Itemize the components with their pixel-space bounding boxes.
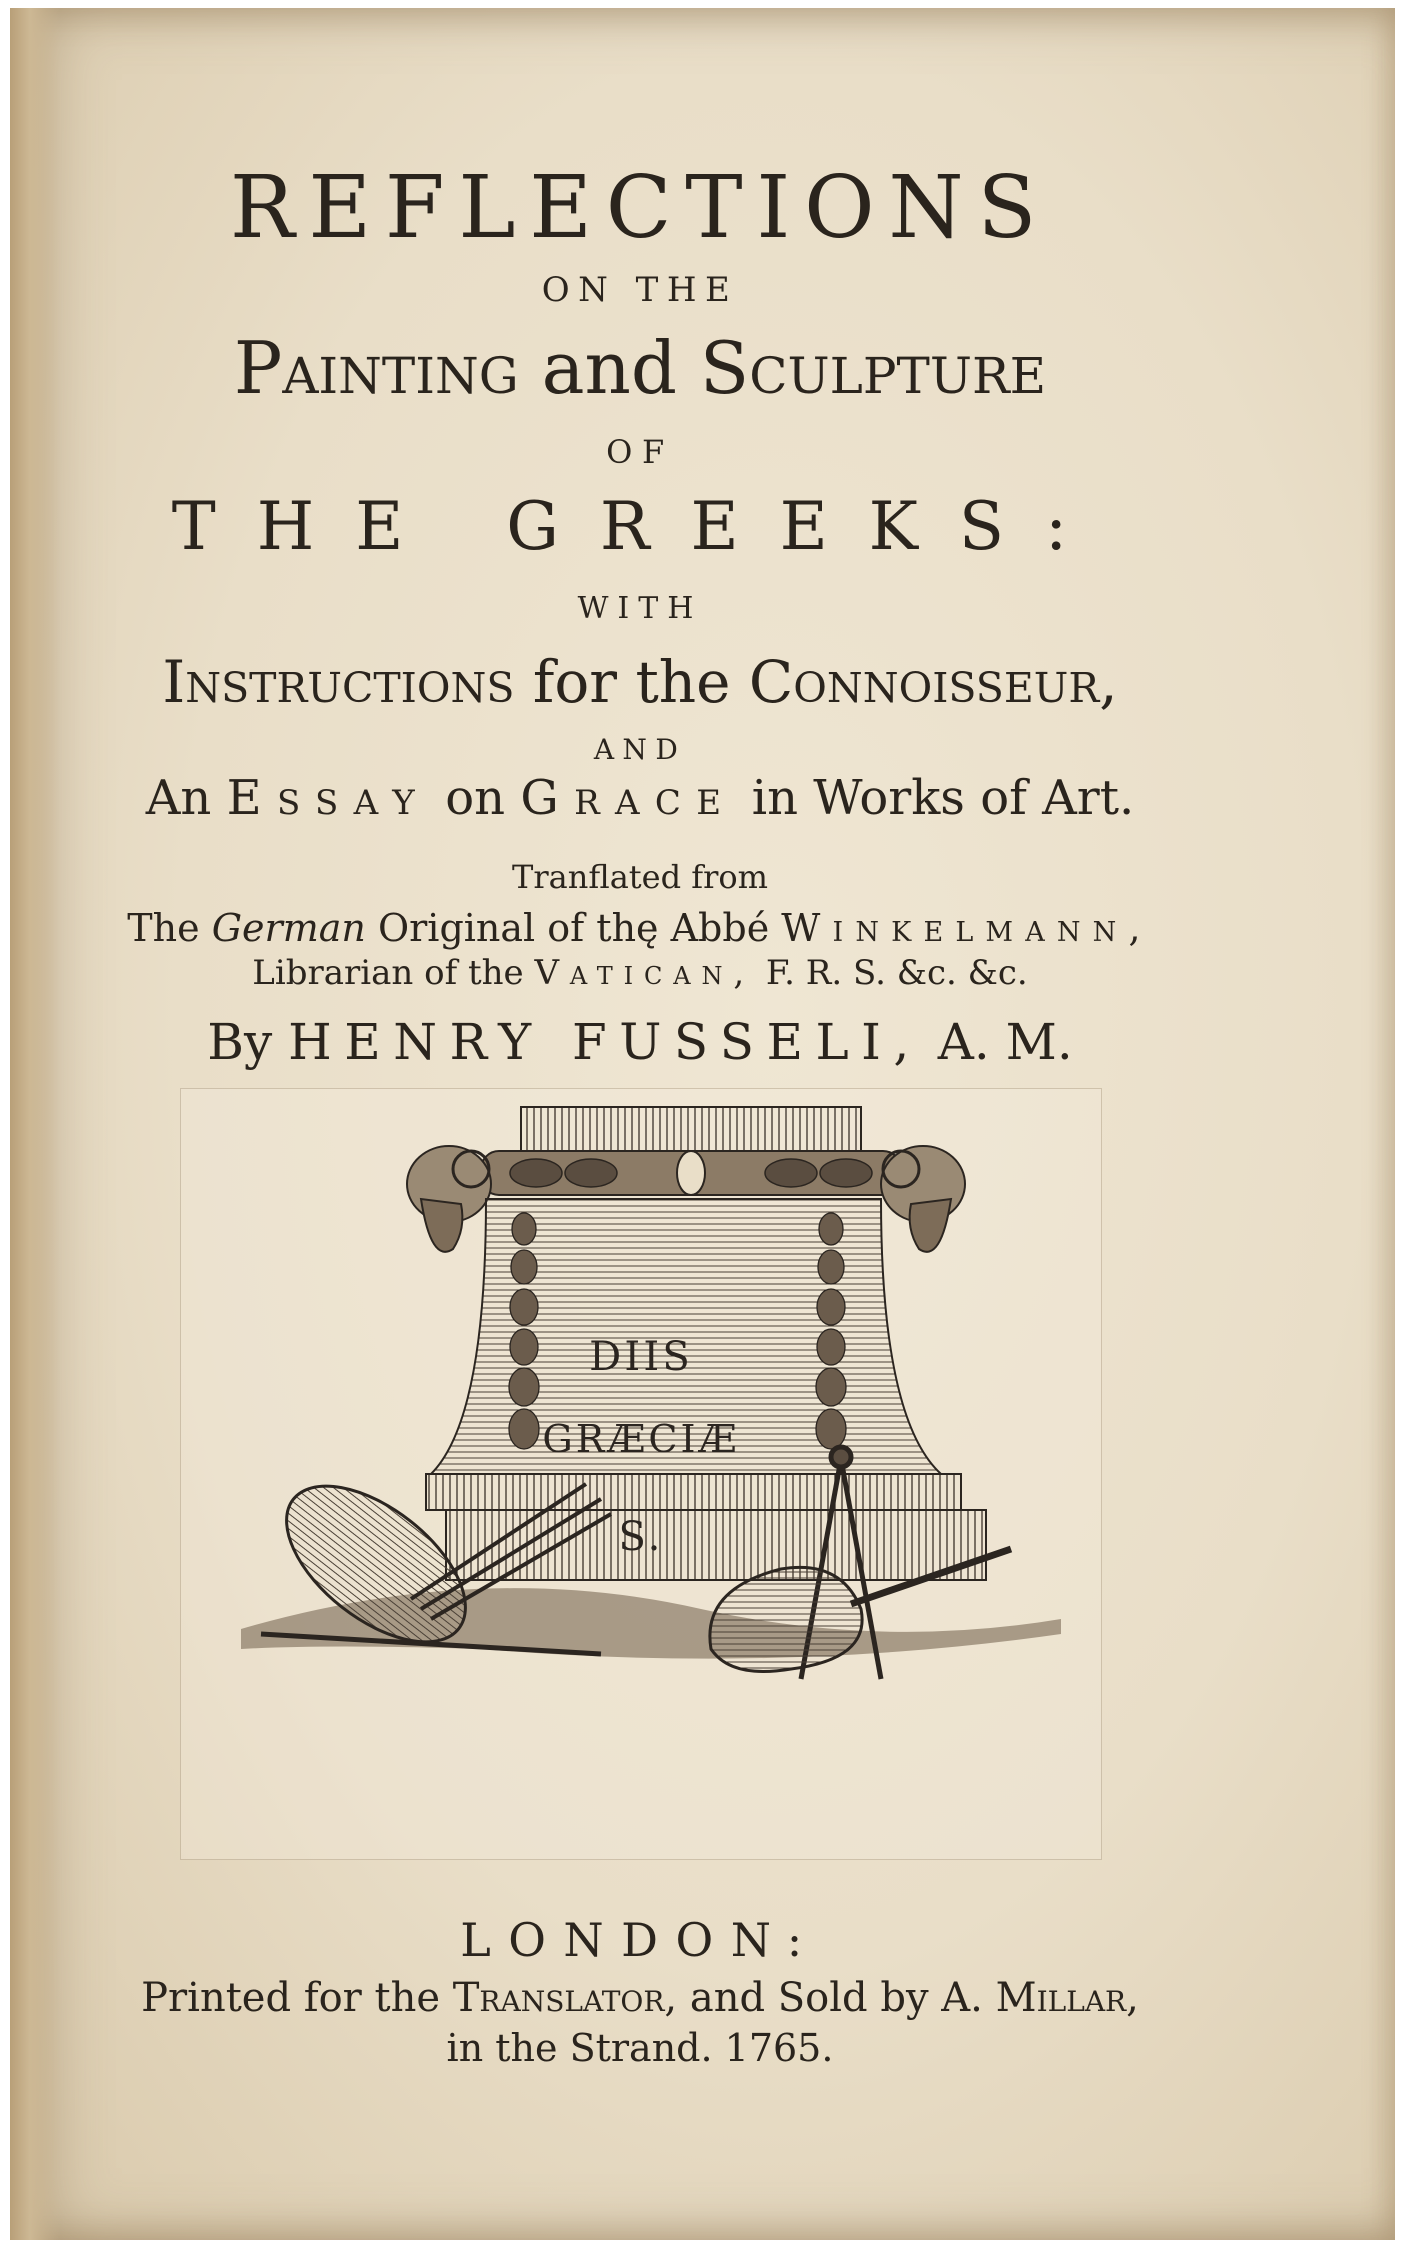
of-line: OF [606,433,674,471]
london-line: LONDON: [460,1913,820,1967]
printed-for-words: Printed for the [141,1975,441,2021]
sculpture-word: Sculpture [699,326,1047,410]
librarian-words: Librarian of the [252,953,524,993]
with-line: WITH [577,591,703,626]
painting-sculpture-line [10,326,1270,410]
works-of-art-words: in Works of Art. [751,770,1135,826]
the-word: The [127,906,200,950]
inscription-line-2: GRÆCIÆ [542,1417,740,1461]
and-line: AND [593,733,687,766]
frs-words: F. R. S. &c. &c. [765,953,1028,993]
on-the-line: ON THE [541,270,739,310]
translated-from-line: Tranflated from [512,858,768,896]
for-the-words: for the [532,648,731,716]
strand-date-line: in the Strand. 1765. [446,2026,834,2070]
on-word: on [445,770,506,826]
connoisseur-word: Connoisseur, [748,648,1118,716]
author-line [10,1013,1270,1071]
german-word: German [211,906,366,950]
vatican-word: Vatican, [534,953,756,993]
engraved-vignette [180,1088,1102,1860]
sold-by-words: and Sold by A. [689,1975,983,2021]
title-page [10,8,1395,2240]
essay-line [10,770,1270,826]
inscription-line-1: DIIS [589,1334,693,1380]
librarian-line [10,953,1270,993]
author-degree: A. M. [937,1013,1073,1071]
author-name: HENRY FUSSELI, [288,1013,922,1071]
by-word: By [207,1013,273,1071]
instructions-word: Instructions [162,648,515,716]
the-greeks-line: THE GREEKS: [171,488,1109,565]
and-word: and [541,326,678,410]
painting-word: Painting [233,326,519,410]
original-of-abbe-words: Original of thę Abbé [377,906,770,950]
inscription-panel [181,1089,1101,1859]
grace-word: Grace [520,770,737,826]
inscription-line-3: S. [618,1514,664,1560]
an-word: An [145,770,212,826]
essay-word: Essay [226,770,431,826]
instructions-line [10,648,1270,716]
title-reflections: REFLECTIONS [229,158,1051,258]
winkelmann-name: Winkelmann, [781,906,1153,950]
german-original-line [10,906,1270,950]
imprint-line [10,1975,1270,2021]
millar-name: Millar, [995,1975,1139,2021]
translator-word: Translator, [452,1975,678,2021]
